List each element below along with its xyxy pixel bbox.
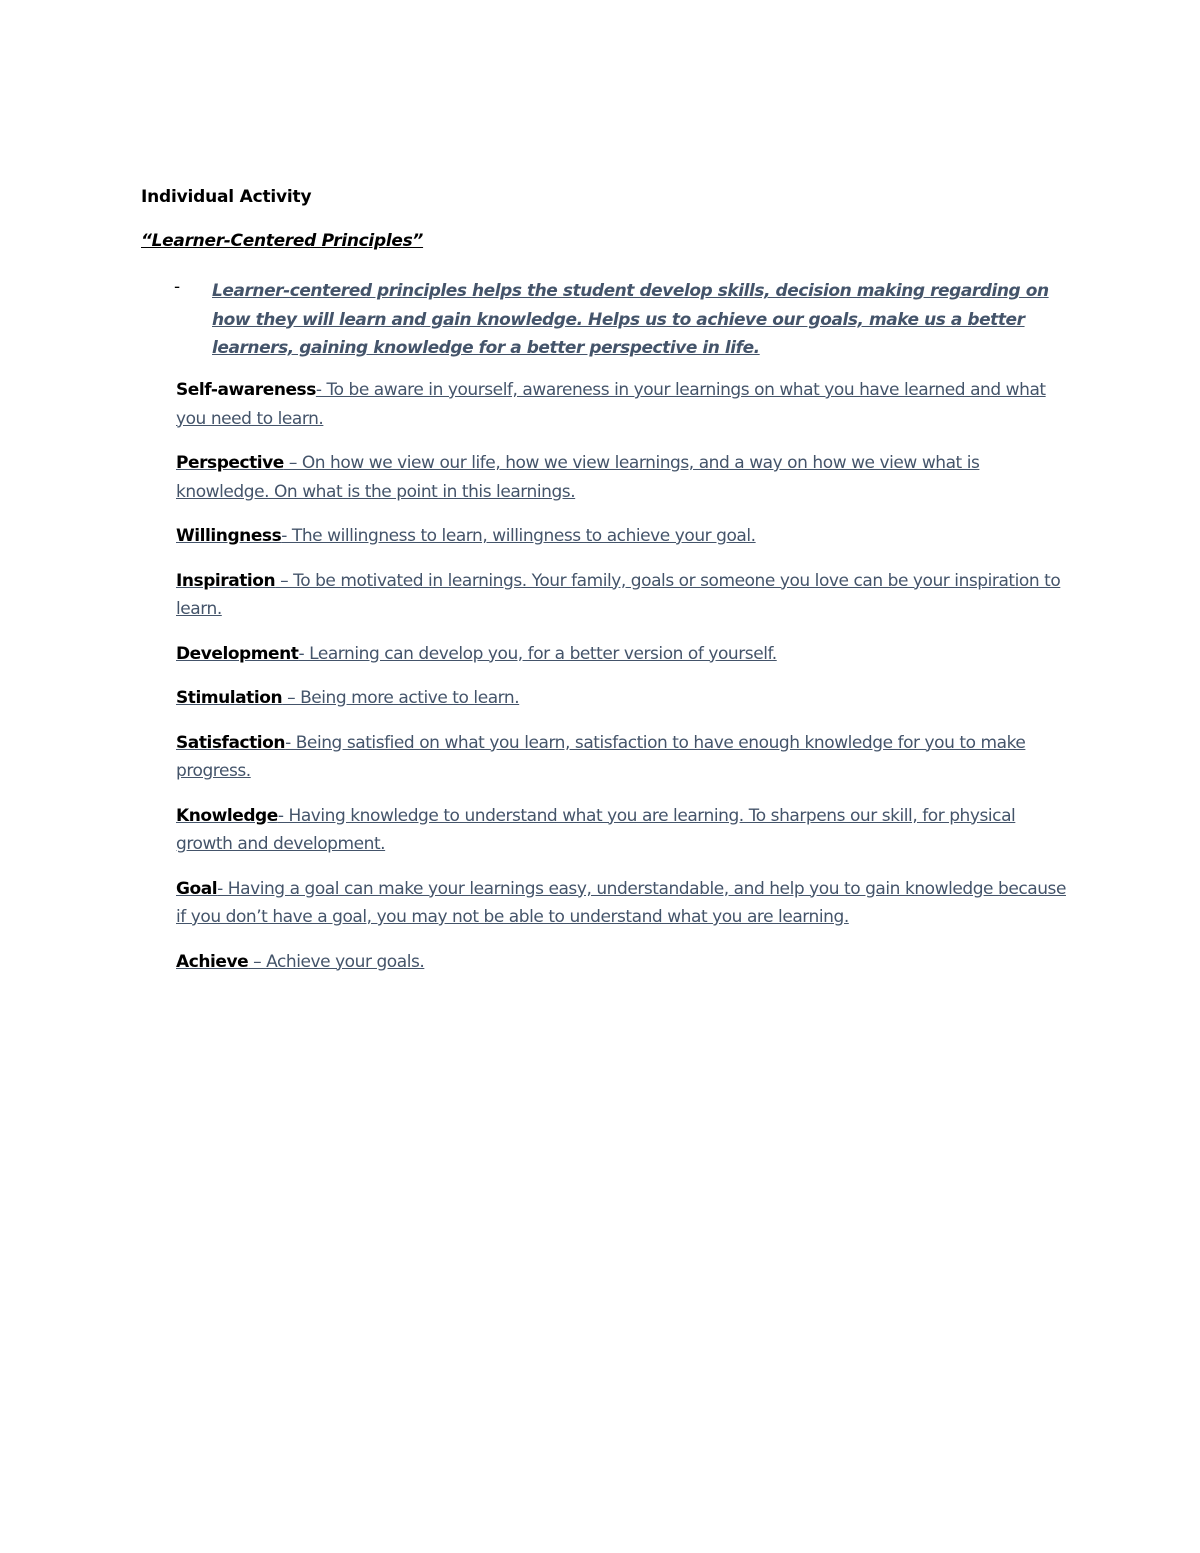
document-title: Individual Activity — [141, 187, 312, 207]
term-name: Goal — [176, 878, 218, 899]
term-name: Development — [176, 643, 299, 664]
term-name: Perspective — [176, 453, 284, 473]
term-name: Self-awareness — [176, 380, 316, 400]
term-definition: – Being more active to learn. — [282, 688, 520, 708]
term-name: Knowledge — [176, 805, 278, 826]
term-definition: - Having a goal can make your learnings easy, understandable, and help you to gain knowledge because if you don’t have a goal, you may not be able to understand what you are learning. — [176, 878, 1066, 927]
term-definition: – To be motivated in learnings. Your family, goals or someone you love can be your inspiration to learn. — [176, 570, 1061, 619]
term-item — [176, 875, 1066, 932]
term-item — [176, 376, 1066, 433]
bullet-paragraph: Learner-centered principles helps the student develop skills, decision making regarding on how they will learn and gain knowledge. Helps us to achieve our goals, make us a better learners, gaining knowledge for a better perspective in life. — [212, 281, 1049, 358]
term-definition: – On how we view our life, how we view learnings, and a way on how we view what is knowledge. On what is the point in this learnings. — [176, 453, 980, 502]
term-name: Inspiration — [176, 570, 276, 591]
term-item — [176, 522, 1066, 551]
term-definition: - Having knowledge to understand what you are learning. To sharpens our skill, for physical growth and development. — [176, 805, 1016, 854]
term-item — [176, 449, 1066, 506]
term-item — [176, 948, 1066, 977]
term-item — [176, 567, 1066, 624]
term-definition: – Achieve your goals. — [248, 951, 425, 972]
term-item — [176, 684, 1066, 713]
term-name: Stimulation — [176, 688, 283, 708]
term-item — [176, 729, 1066, 786]
term-definition: - The willingness to learn, willingness to achieve your goal. — [281, 526, 756, 546]
term-list — [176, 376, 1066, 992]
term-name: Achieve — [176, 951, 249, 972]
term-definition: - Learning can develop you, for a better version of yourself. — [298, 643, 777, 664]
bullet-marker: - — [174, 277, 181, 297]
term-definition: - To be aware in yourself, awareness in your learnings on what you have learned and what you need to learn. — [176, 380, 1046, 429]
term-item — [176, 802, 1066, 859]
term-name: Willingness — [176, 526, 282, 546]
term-item — [176, 640, 1066, 669]
document-subtitle: “Learner-Centered Principles” — [141, 231, 424, 251]
term-name: Satisfaction — [176, 732, 286, 753]
term-definition: - Being satisfied on what you learn, satisfaction to have enough knowledge for you to make progress. — [176, 732, 1026, 781]
